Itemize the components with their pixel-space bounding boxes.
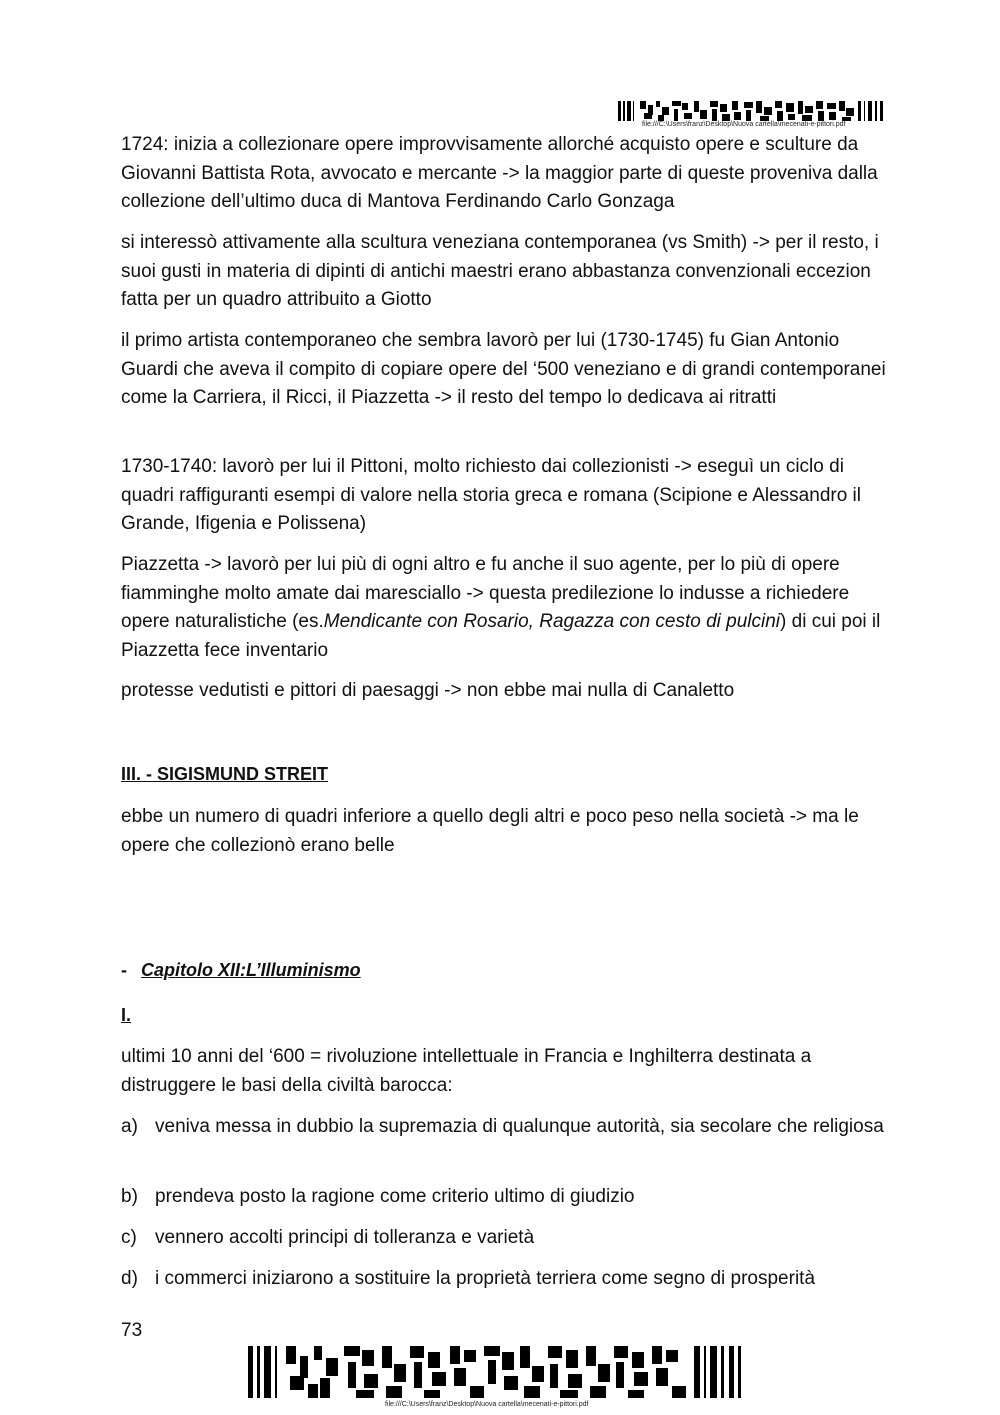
paragraph-5-end: ) di cui poi il Piazzetta fece inventario <box>121 611 881 661</box>
chapter-subsection: I. <box>121 1005 132 1025</box>
list-marker: c) <box>121 1227 137 1248</box>
barcode-top-caption: file:///C:\Users\franz\Desktop\Nuova cartella\mecenati-e-pittori.pdf <box>642 121 846 128</box>
page-number: 73 <box>121 1320 143 1341</box>
section-paragraph: ebbe un numero di quadri inferiore a quello degli altri e poco peso nella società -> ma le opere che collezionò erano belle <box>121 806 859 856</box>
paragraph-6: protesse vedutisti e pittori di paesaggi -> non ebbe mai nulla di Canaletto <box>121 680 735 701</box>
chapter-intro: ultimi 10 anni del ‘600 = rivoluzione intellettuale in Francia e Inghilterra destinata a distruggere le basi della civiltà barocca: <box>121 1046 812 1096</box>
list-item <box>121 1265 891 1294</box>
list-item <box>121 1183 891 1212</box>
list-marker: a) <box>121 1116 138 1137</box>
section-heading: III. - SIGISMUND STREIT <box>121 764 329 784</box>
list-text: vennero accolti principi di tolleranza e varietà <box>155 1227 535 1248</box>
paragraph-5-italic-titles: Mendicante con Rosario, Ragazza con cesto di pulcini <box>323 611 781 632</box>
chapter-heading <box>121 960 361 981</box>
list-text: i commerci iniziarono a sostituire la proprietà terriera come segno di prosperità <box>155 1268 816 1289</box>
paragraph-5-start: Piazzetta -> lavorò per lui più di ogni altro e fu anche il suo agente, per lo più di opere fiamminghe molto amate dai maresciallo -> questa predilezione lo indusse a richiedere opere naturalistiche (es. <box>121 554 850 632</box>
list-text: prendeva posto la ragione come criterio ultimo di giudizio <box>155 1186 635 1207</box>
paragraph-3: il primo artista contemporaneo che sembra lavorò per lui (1730-1745) fu Gian Antonio Guardi che aveva il compito di copiare opere del ‘500 veneziano e di grandi contemporanei come la Carriera, il Ricci, il Piazzetta -> il resto del tempo lo dedicava ai ritratti <box>121 330 886 408</box>
paragraph-2: si interessò attivamente alla scultura veneziana contemporanea (vs Smith) -> per il resto, i suoi gusti in materia di dipinti di antichi maestri erano abbastanza convenzionali eccezion fatta per un quadro attribuito a Giotto <box>121 232 879 310</box>
barcode-bottom-caption: file:///C:\Users\franz\Desktop\Nuova cartella\mecenati-e-pittori.pdf <box>385 1401 589 1408</box>
list-marker: d) <box>121 1268 138 1289</box>
barcode-top-image <box>618 101 886 121</box>
chapter-dash: - <box>121 960 127 980</box>
list-marker: b) <box>121 1186 138 1207</box>
paragraph-4: 1730-1740: lavorò per lui il Pittoni, molto richiesto dai collezionisti -> eseguì un ciclo di quadri raffiguranti esempi di valore nella storia greca e romana (Scipione e Alessandro il Grande, Ifigenia e Polissena) <box>121 456 861 534</box>
chapter-title: Capitolo XII:L’Illuminismo <box>141 960 361 980</box>
paragraph-5 <box>121 551 891 665</box>
barcode-bottom-image <box>248 1346 742 1398</box>
list-item <box>121 1113 891 1142</box>
list-text: veniva messa in dubbio la supremazia di qualunque autorità, sia secolare che religiosa <box>155 1116 884 1137</box>
list-item <box>121 1224 891 1253</box>
paragraph-1: 1724: inizia a collezionare opere improvvisamente allorché acquisto opere e sculture da Giovanni Battista Rota, avvocato e mercante -> la maggior parte di queste proveniva dalla collezione dell’ultimo duca di Mantova Ferdinando Carlo Gonzaga <box>121 134 878 212</box>
